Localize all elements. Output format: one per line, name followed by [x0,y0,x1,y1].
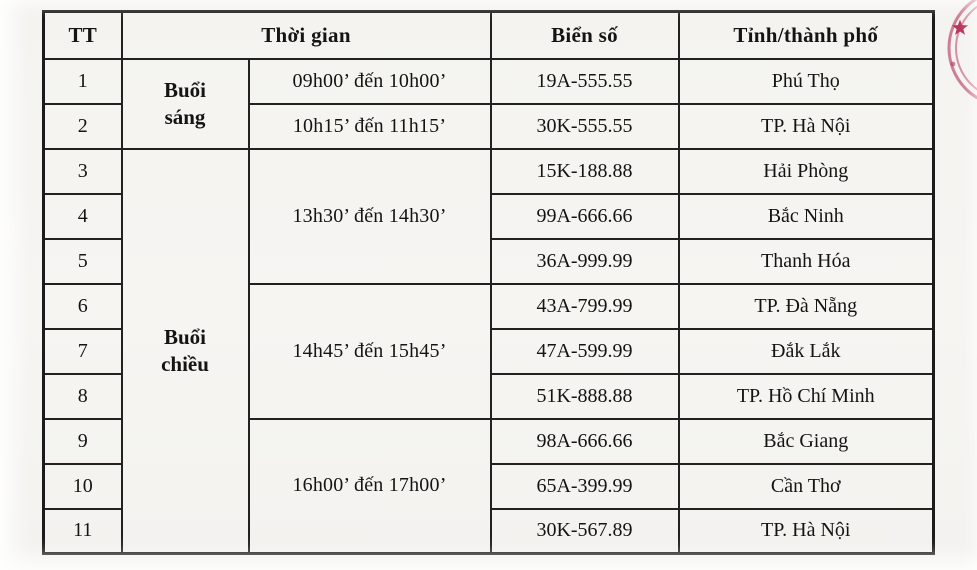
province-cell: Bắc Giang [679,419,934,464]
header-time: Thời gian [122,12,491,59]
province-cell: Thanh Hóa [679,239,934,284]
province-cell: TP. Hà Nội [679,104,934,149]
plate-cell: 43A-799.99 [491,284,679,329]
row-number-cell: 2 [44,104,122,149]
row-number-cell: 3 [44,149,122,194]
header-tt: TT [44,12,122,59]
row-number-cell: 6 [44,284,122,329]
header-plate: Biển số [491,12,679,59]
plate-cell: 98A-666.66 [491,419,679,464]
plate-cell: 30K-555.55 [491,104,679,149]
session-cell-morning [122,59,249,149]
time-slot-cell: 14h45’ đến 15h45’ [249,284,491,419]
header-province: Tỉnh/thành phố [679,12,934,59]
row-number-cell: 5 [44,239,122,284]
table-row [44,59,934,104]
plate-cell: 36A-999.99 [491,239,679,284]
plate-cell: 51K-888.88 [491,374,679,419]
plate-cell: 99A-666.66 [491,194,679,239]
time-slot-cell: 13h30’ đến 14h30’ [249,149,491,284]
row-number-cell: 1 [44,59,122,104]
row-number-cell: 11 [44,509,122,554]
plate-cell: 19A-555.55 [491,59,679,104]
auction-schedule-table [42,10,935,555]
row-number-cell: 10 [44,464,122,509]
province-cell: TP. Hồ Chí Minh [679,374,934,419]
province-cell: Phú Thọ [679,59,934,104]
row-number-cell: 4 [44,194,122,239]
table-row [44,149,934,194]
header-row [44,12,934,59]
province-cell: Hải Phòng [679,149,934,194]
plate-cell: 47A-599.99 [491,329,679,374]
official-red-seal-icon [937,0,977,120]
session-label: Buổi chiều [161,324,209,376]
time-slot-cell: 10h15’ đến 11h15’ [249,104,491,149]
time-slot-cell: 09h00’ đến 10h00’ [249,59,491,104]
province-cell: TP. Hà Nội [679,509,934,554]
plate-cell: 65A-399.99 [491,464,679,509]
row-number-cell: 7 [44,329,122,374]
province-cell: TP. Đà Nẵng [679,284,934,329]
session-label: Buổi sáng [163,77,207,129]
row-number-cell: 8 [44,374,122,419]
plate-cell: 15K-188.88 [491,149,679,194]
province-cell: Bắc Ninh [679,194,934,239]
row-number-cell: 9 [44,419,122,464]
session-cell-afternoon [122,149,249,554]
province-cell: Cần Thơ [679,464,934,509]
province-cell: Đắk Lắk [679,329,934,374]
time-slot-cell: 16h00’ đến 17h00’ [249,419,491,554]
plate-cell: 30K-567.89 [491,509,679,554]
